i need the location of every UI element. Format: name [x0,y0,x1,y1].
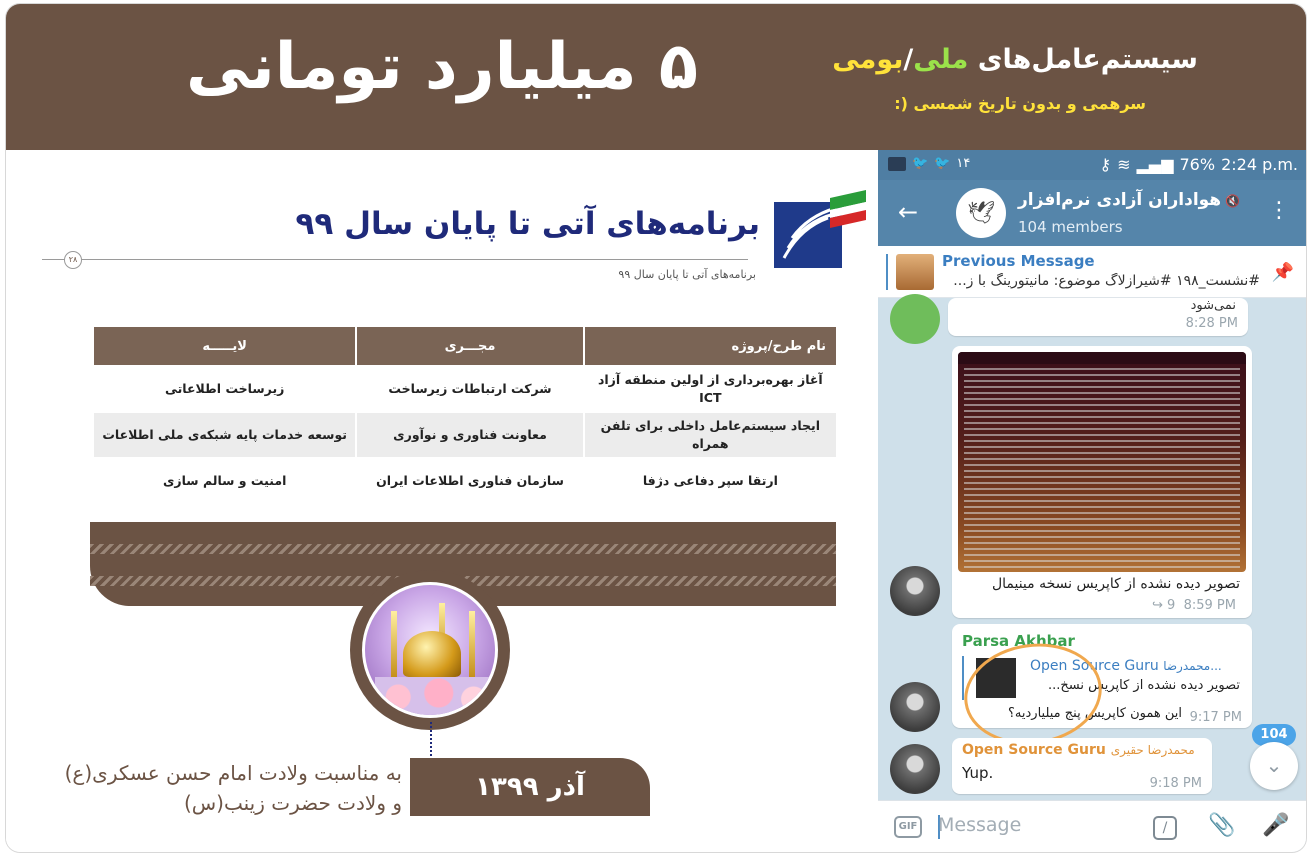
message-text: این همون کاپریس پنج میلیاردیه؟ [1008,706,1182,721]
member-count: 104 members [1018,218,1123,236]
attach-icon[interactable]: 📎 [1208,813,1236,838]
subtitle-slash: / [903,44,914,75]
stripe [90,544,836,554]
message-bubble [952,738,1212,794]
table-row [92,367,836,411]
pinned-message[interactable] [878,246,1306,298]
status-left [888,156,970,171]
table-cell: ایجاد سیستم‌عامل داخلی برای تلفن همراه [585,413,836,457]
chat-title-text: هواداران آزادی نرم‌افزار [1018,190,1222,210]
slide-subheading: برنامه‌های آتی تا پایان سال ۹۹ [618,268,756,281]
bot-command-button[interactable]: / [1153,816,1177,840]
table-cell: زیرساخت اطلاعاتی [164,381,285,396]
microphone-icon[interactable]: 🎤 [1262,813,1290,838]
table-cell: توسعه خدمات پایه شبکه‌ی ملی اطلاعات [94,413,355,457]
subtitle-yellow: بومی [832,44,904,75]
more-vertical-icon[interactable]: ⋮ [1268,198,1290,223]
table-cell: ارتقا سپر دفاعی دژفا [642,473,778,488]
chat-title[interactable] [1018,190,1240,210]
gif-button[interactable]: GIF [894,816,922,838]
banner [6,4,1306,150]
message-time: 9:17 PM [1189,710,1242,725]
message-text: نمی‌شود [1190,298,1236,313]
slide [6,150,878,852]
subtitle-part1: سیستم‌عامل‌های [968,44,1198,75]
screenshot-frame [6,4,1306,852]
occasion-text [26,758,402,818]
message-meta [1152,598,1236,613]
table-cell: سازمان فناوری اطلاعات ایران [376,473,564,488]
chat-header [878,180,1306,246]
message-bubble [948,298,1248,336]
sender-name[interactable]: Parsa Akhbar [962,632,1075,650]
pinned-text: #نشست_۱۹۸ #شیرازلاگ موضوع: مانیتورینگ با ز... [953,273,1260,289]
banner-subtitle2: سرهمی و بدون تاریخ شمسی (: [894,94,1146,113]
occasion-line2: و ولادت حضرت زینب(س) [183,791,402,815]
projects-table [92,327,836,503]
header-executor: مجـــری [357,327,582,365]
status-right [1099,155,1298,174]
header-layer: لایـــــه [94,327,355,365]
twitter-icon: 🐦 [934,156,951,171]
unread-badge: 104 [1252,724,1296,746]
key-icon: ⚷ [1099,155,1112,174]
date-box: آذر ۱۳۹۹ [410,758,650,816]
message-text: Yup. [962,764,994,782]
message-time: 8:59 PM [1183,598,1236,613]
message-time: 8:28 PM [1185,316,1238,331]
pin-list-icon[interactable]: 📌 [1271,262,1294,283]
table-cell: امنیت و سالم سازی [162,473,287,488]
message-input[interactable]: Message [938,814,1022,836]
page-number: ۲۸ [64,251,82,269]
twitter-icon: 🐦 [912,156,929,171]
pinned-bar [886,254,888,290]
avatar[interactable] [890,566,940,616]
telegram-screen [878,150,1306,852]
message-bubble [952,346,1252,618]
message-caption: تصویر دیده نشده از کاپریس نسخه مینیمال [991,576,1240,592]
table-cell: آغاز بهره‌برداری از اولین منطقه آزاد ICT [597,372,823,405]
slide-title: برنامه‌های آتی تا پایان سال ۹۹ [295,206,760,242]
arrow-left-icon[interactable]: ← [898,198,919,226]
ministry-logo [770,188,868,274]
forward-count: 9 [1167,598,1176,613]
terminal-screenshot[interactable] [958,352,1246,572]
banner-headline: ۵ میلیارد تومانی [186,30,698,104]
subtitle-green: ملی [913,44,969,75]
shrine-image [362,582,498,718]
wifi-icon: ≋ [1117,155,1131,174]
wing-icon: 🕊 [967,200,995,226]
avatar[interactable] [890,682,940,732]
pinned-thumbnail [896,254,934,290]
group-avatar[interactable] [956,188,1006,238]
status-bar [878,150,1306,180]
battery-level: 76% [1179,155,1216,174]
reply-sender: Open Source Guru محمدرضا... [1030,658,1222,674]
header-project: نام طرح/پروژه [585,327,836,365]
table-header [92,327,836,365]
banner-subtitle [832,44,1198,75]
signal-icon: ▂▄▆ [1136,155,1174,174]
sender-name[interactable]: Open Source Guru محمدرضا حقیری [962,742,1195,758]
occasion-line1: به مناسبت ولادت امام حسن عسکری(ع) [64,761,402,785]
message-time: 9:18 PM [1149,776,1202,791]
table-cell: شرکت ارتباطات زیرساخت [388,381,552,396]
table-row [92,413,836,457]
reply-text: تصویر دیده نشده از کاپریس نسخ... [1048,678,1240,693]
pinned-title: Previous Message [942,252,1095,270]
app-icon [888,157,906,171]
avatar[interactable] [890,744,940,794]
table-cell: معاونت فناوری و نوآوری [357,413,582,457]
table-row [92,459,836,503]
avatar[interactable] [890,294,940,344]
divider [42,259,748,260]
message-composer [878,800,1306,852]
forward-icon: ↪ [1152,598,1168,613]
notification-count: ۱۴ [956,156,971,171]
muted-icon: 🔇 [1221,194,1241,208]
scroll-down-button[interactable]: ⌄ [1250,742,1298,790]
clock: 2:24 p.m. [1221,155,1298,174]
